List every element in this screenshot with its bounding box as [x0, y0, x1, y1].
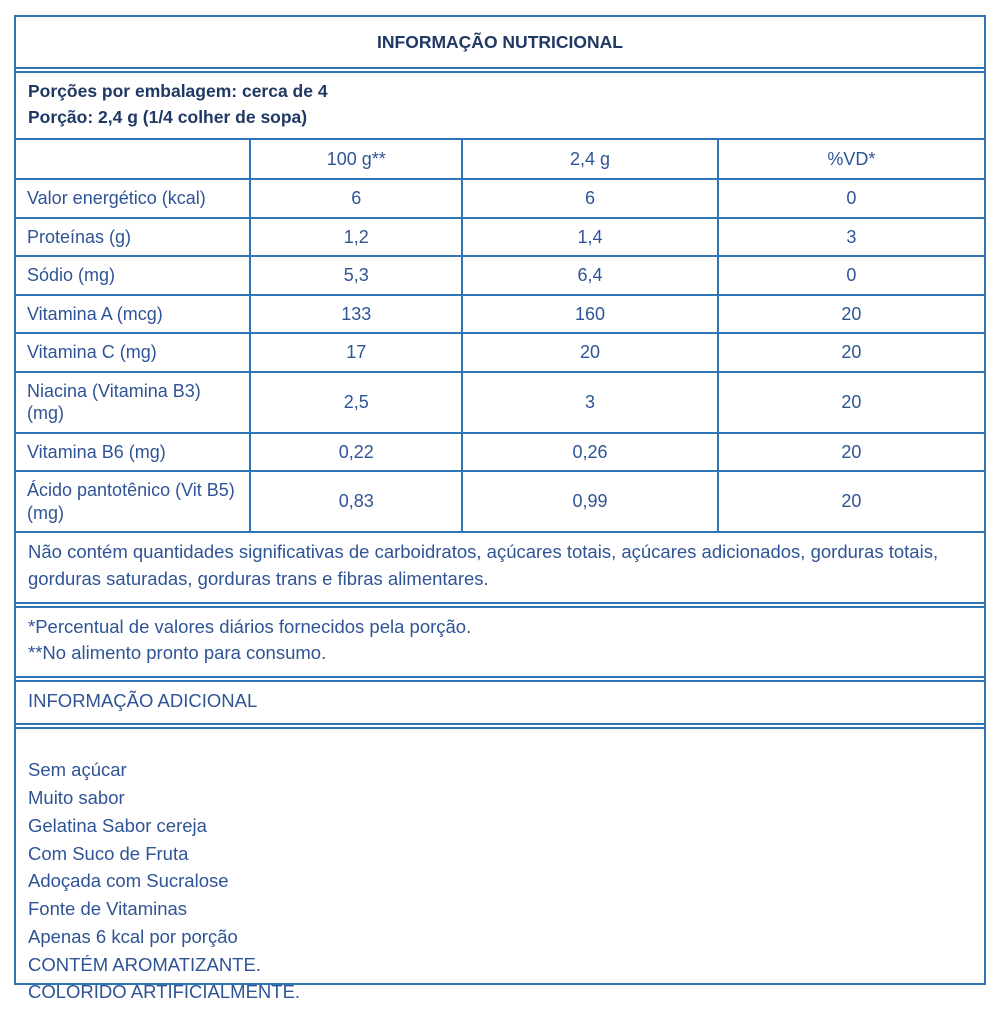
claim-line: Fonte de Vitaminas — [28, 898, 188, 919]
nutrient-label-cell: Vitamina C (mg) — [16, 333, 250, 372]
nutrient-value-cell: 0,99 — [462, 471, 718, 531]
header-cell-empty — [16, 140, 250, 180]
table-row — [16, 295, 984, 334]
no-significant-amounts-note: Não contém quantidades significativas de carboidratos, açúcares totais, açúcares adicionados, gorduras totais, gorduras saturadas, gorduras trans e fibras alimentares. — [16, 533, 984, 604]
claim-line: COLORIDO ARTIFICIALMENTE. — [28, 981, 301, 1003]
nutrition-table — [16, 140, 984, 532]
nutrient-value-cell: 6 — [250, 179, 462, 218]
claim-line: CONTÉM AROMATIZANTE. — [28, 953, 261, 975]
nutrient-value-cell: 160 — [462, 295, 718, 334]
nutrition-label-title: INFORMAÇÃO NUTRICIONAL — [16, 17, 984, 69]
nutrient-value-cell: 20 — [718, 333, 984, 372]
table-row — [16, 433, 984, 472]
additional-info-header: INFORMAÇÃO ADICIONAL — [16, 680, 984, 725]
nutrient-label-cell: Valor energético (kcal) — [16, 179, 250, 218]
nutrient-value-cell: 20 — [718, 372, 984, 433]
footnote-line: *Percentual de valores diários fornecidos pela porção. — [28, 615, 472, 637]
header-cell-100g: 100 g** — [250, 140, 462, 180]
nutrition-table-wrapper — [16, 140, 984, 534]
nutrient-value-cell: 20 — [718, 433, 984, 472]
claim-line: Adoçada com Sucralose — [28, 870, 229, 892]
nutrition-label — [14, 15, 986, 1003]
nutrient-label-cell: Proteínas (g) — [16, 218, 250, 257]
table-row — [16, 333, 984, 372]
nutrient-value-cell: 3 — [718, 218, 984, 257]
footnotes — [16, 606, 984, 679]
nutrient-value-cell: 0 — [718, 179, 984, 218]
nutrient-label-cell: Ácido pantotênico (Vit B5) (mg) — [16, 471, 250, 531]
nutrient-value-cell: 1,2 — [250, 218, 462, 257]
nutrient-value-cell: 6,4 — [462, 256, 718, 295]
table-row — [16, 179, 984, 218]
serving-info-line: Porções por embalagem: cerca de 4 — [28, 81, 328, 101]
serving-info-line: Porção: 2,4 g (1/4 colher de sopa) — [28, 107, 308, 128]
product-claims — [16, 727, 984, 1016]
nutrient-value-cell: 17 — [250, 333, 462, 372]
table-header-row — [16, 140, 984, 180]
footnote-line: **No alimento pronto para consumo. — [28, 642, 327, 664]
claim-line: Muito sabor — [28, 787, 125, 808]
nutrient-value-cell: 0,26 — [462, 433, 718, 472]
claim-line: Com Suco de Fruta — [28, 842, 189, 864]
serving-info — [16, 71, 984, 140]
table-row — [16, 256, 984, 295]
nutrient-value-cell: 0 — [718, 256, 984, 295]
nutrient-label-cell: Sódio (mg) — [16, 256, 250, 295]
header-cell-serving: 2,4 g — [462, 140, 718, 180]
header-cell-vd: %VD* — [718, 140, 984, 180]
nutrient-label-cell: Niacina (Vitamina B3) (mg) — [16, 372, 250, 433]
claim-line: Apenas 6 kcal por porção — [28, 925, 238, 947]
nutrient-value-cell: 6 — [462, 179, 718, 218]
nutrient-value-cell: 0,22 — [250, 433, 462, 472]
nutrient-value-cell: 20 — [718, 295, 984, 334]
nutrient-value-cell: 1,4 — [462, 218, 718, 257]
nutrient-value-cell: 0,83 — [250, 471, 462, 531]
table-row — [16, 372, 984, 433]
nutrient-label-cell: Vitamina A (mcg) — [16, 295, 250, 334]
claim-line: Gelatina Sabor cereja — [28, 814, 207, 836]
table-row — [16, 471, 984, 531]
nutrient-value-cell: 20 — [718, 471, 984, 531]
table-row — [16, 218, 984, 257]
nutrient-value-cell: 2,5 — [250, 372, 462, 433]
nutrient-value-cell: 20 — [462, 333, 718, 372]
claim-line: Sem açúcar — [28, 759, 127, 781]
nutrient-value-cell: 5,3 — [250, 256, 462, 295]
nutrient-value-cell: 3 — [462, 372, 718, 433]
nutrient-value-cell: 133 — [250, 295, 462, 334]
nutrient-label-cell: Vitamina B6 (mg) — [16, 433, 250, 472]
